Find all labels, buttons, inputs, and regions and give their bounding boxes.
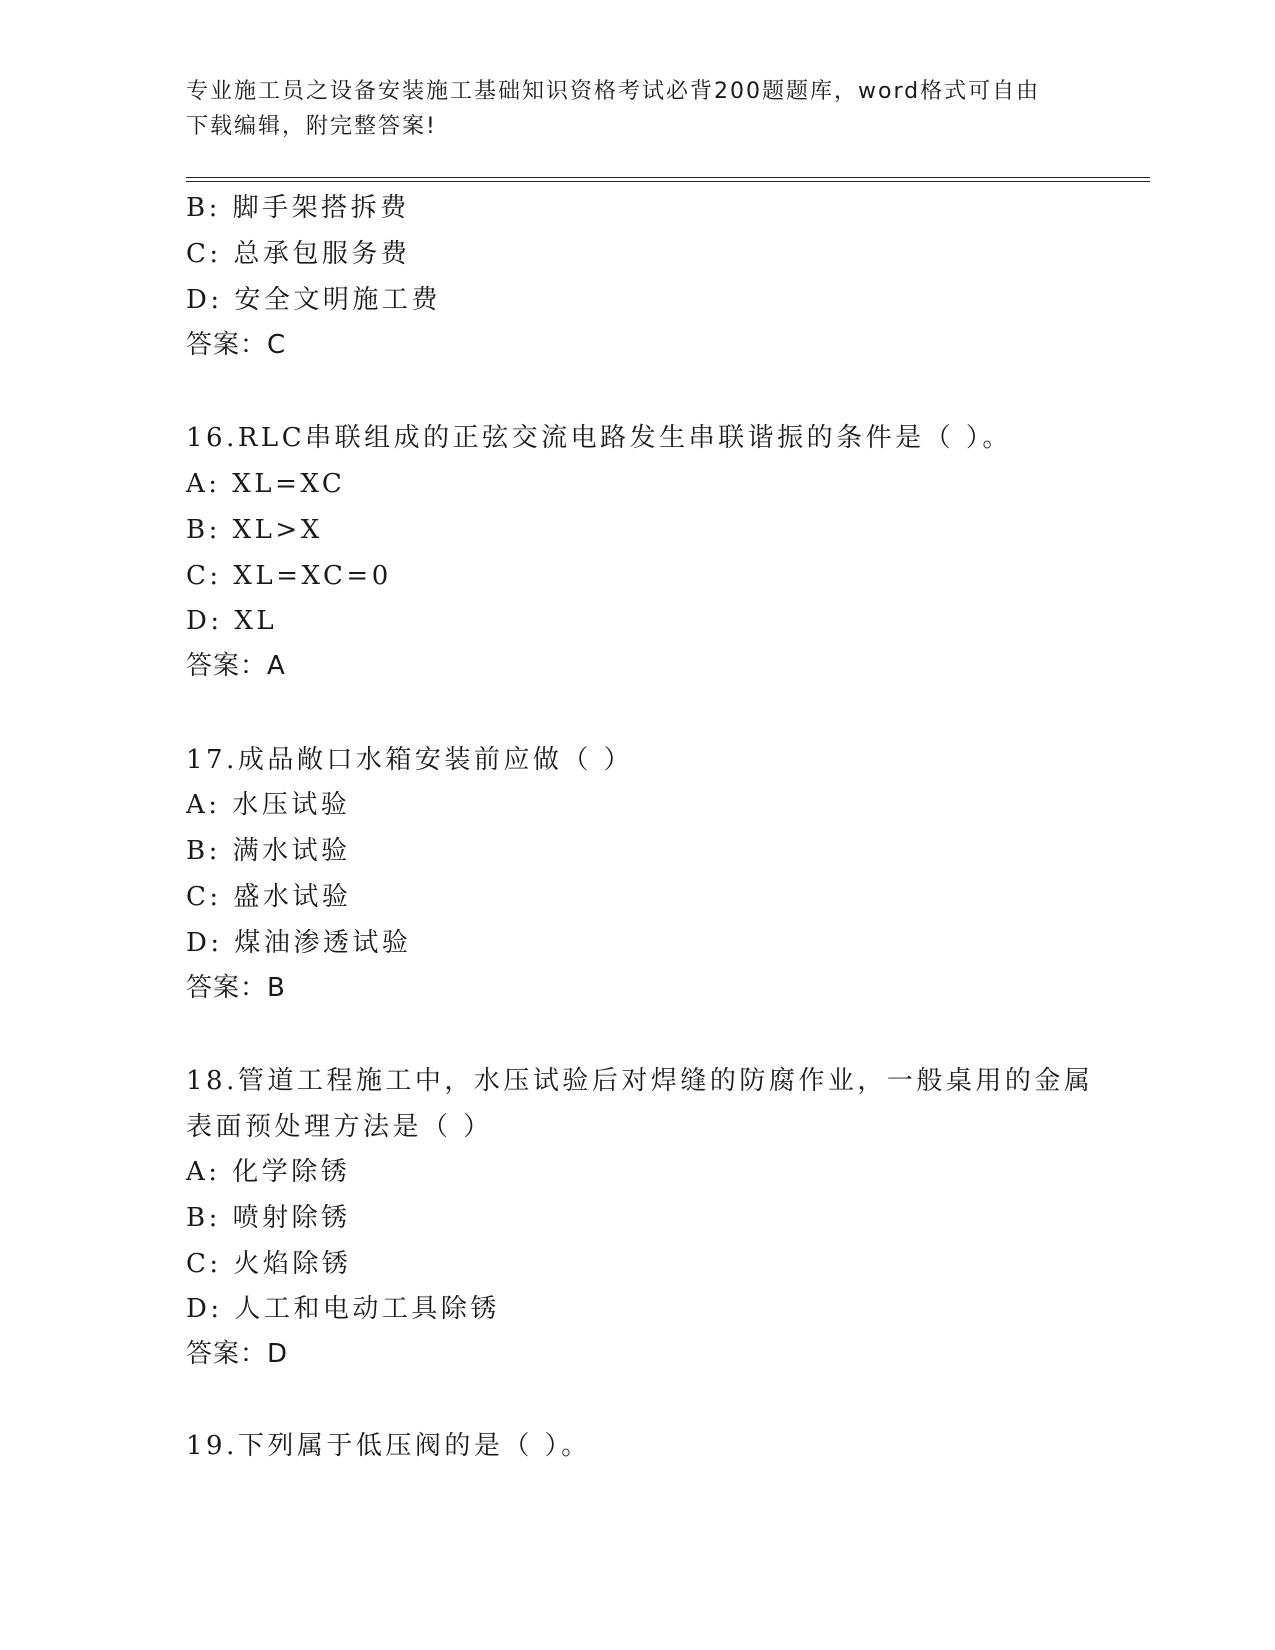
q18-option-c: C: 火焰除锈	[186, 1249, 352, 1279]
q15-option-c: C: 总承包服务费	[186, 239, 411, 269]
q16-option-d: D: XL	[186, 606, 278, 636]
q18-question-line-1: 18.管道工程施工中，水压试验后对焊缝的防腐作业，一般桌用的金属	[186, 1066, 1094, 1096]
q17-answer: 答案：B	[186, 973, 286, 1003]
q16-answer: 答案：A	[186, 651, 286, 681]
q15-option-b: B: 脚手架搭拆费	[186, 193, 410, 223]
q17-option-a: A: 水压试验	[186, 790, 351, 820]
q18-question-line-2: 表面预处理方法是（ ）	[186, 1112, 493, 1142]
q15-answer: 答案：C	[186, 330, 287, 360]
q17-option-c: C: 盛水试验	[186, 882, 352, 912]
q16-option-a: A: XL=XC	[186, 469, 346, 499]
header-divider	[186, 177, 1150, 182]
q18-option-b: B: 喷射除锈	[186, 1203, 351, 1233]
q18-option-a: A: 化学除锈	[186, 1157, 351, 1187]
q17-option-b: B: 满水试验	[186, 836, 351, 866]
q16-question: 16.RLC串联组成的正弦交流电路发生串联谐振的条件是（ ）。	[186, 423, 1012, 453]
q18-option-d: D: 人工和电动工具除锈	[186, 1294, 500, 1324]
q17-question: 17.成品敞口水箱安装前应做（ ）	[186, 745, 634, 775]
q16-option-b: B: XL>X	[186, 515, 323, 545]
document-header	[186, 74, 1086, 144]
header-line-2: 下载编辑，附完整答案!	[186, 114, 437, 139]
header-line-1: 专业施工员之设备安装施工基础知识资格考试必背200题题库，word格式可自由	[186, 79, 1041, 104]
q17-option-d: D: 煤油渗透试验	[186, 928, 412, 958]
q15-option-d: D: 安全文明施工费	[186, 285, 441, 315]
q18-answer: 答案：D	[186, 1339, 289, 1369]
q16-option-c: C: XL=XC=0	[186, 561, 392, 591]
q19-question: 19.下列属于低压阀的是（ ）。	[186, 1431, 591, 1461]
